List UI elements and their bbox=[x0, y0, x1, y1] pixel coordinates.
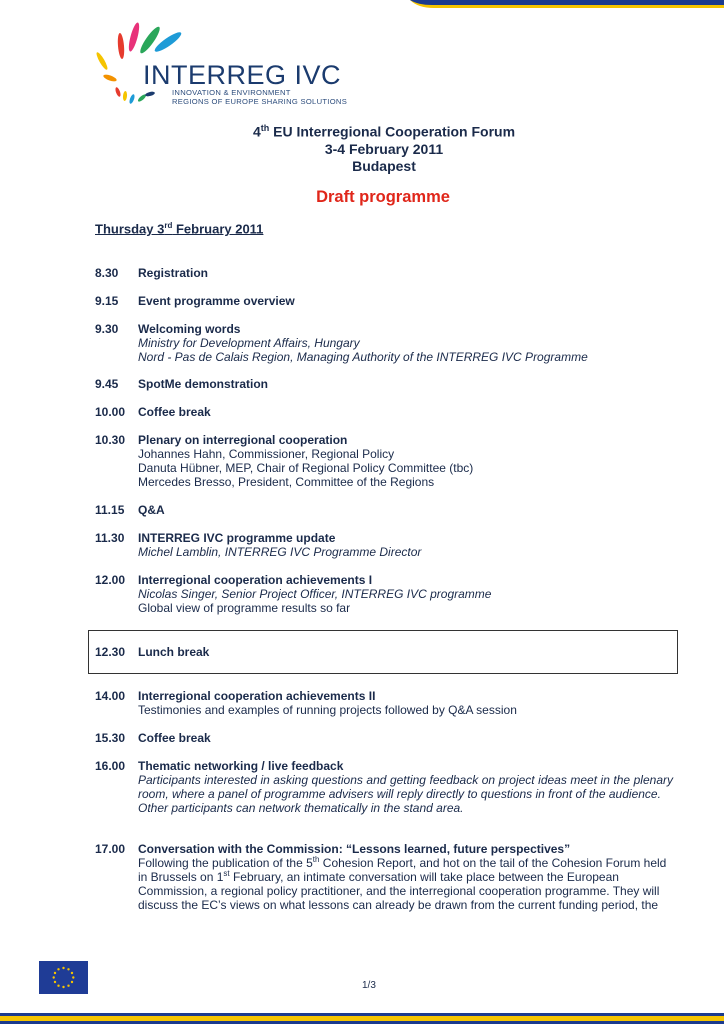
item-time: 17.00 bbox=[95, 842, 126, 856]
item-title: Lunch break bbox=[138, 645, 210, 659]
item-time: 8.30 bbox=[95, 266, 119, 280]
item-title: Conversation with the Commission: “Lessons learned, future perspectives” bbox=[138, 842, 571, 856]
item-description: Global view of programme results so far bbox=[138, 601, 351, 615]
item-title: Registration bbox=[138, 266, 209, 280]
desc-sup: th bbox=[312, 855, 320, 864]
event-dates: 3-4 February 2011 bbox=[324, 140, 444, 157]
item-time: 9.45 bbox=[95, 377, 119, 391]
desc-part: Cohesion Report, and hot on the tail of the Cohesion Forum held in Brussels on 1 bbox=[138, 856, 667, 884]
day-sup: rd bbox=[164, 221, 173, 230]
item-title: Coffee break bbox=[138, 731, 211, 745]
forum-title-text: EU Interregional Cooperation Forum bbox=[269, 123, 516, 140]
logo-tagline-1: INNOVATION & ENVIRONMENT bbox=[172, 88, 291, 97]
item-time: 9.15 bbox=[95, 294, 119, 308]
desc-part: February, an intimate conversation will take place between the European Commission, a regional policy practitioner, and the interregional cooperation programme. They will discuss the EC’s views on what lessons can already be drawn from the current funding period, the bbox=[138, 870, 660, 912]
item-description: Other participants can network thematically in the stand area. bbox=[138, 801, 464, 815]
item-time: 10.00 bbox=[95, 405, 126, 419]
event-city: Budapest bbox=[352, 157, 416, 174]
day-suffix: February 2011 bbox=[172, 221, 264, 237]
eu-flag-icon bbox=[39, 961, 88, 994]
bottom-decorative-band bbox=[0, 1010, 724, 1024]
item-speaker: Nord - Pas de Calais Region, Managing Authority of the INTERREG IVC Programme bbox=[138, 350, 588, 364]
item-speaker: Johannes Hahn, Commissioner, Regional Policy bbox=[138, 447, 395, 461]
item-time: 11.30 bbox=[95, 531, 125, 545]
item-description bbox=[138, 856, 673, 912]
item-title: Welcoming words bbox=[138, 322, 241, 336]
desc-part: Following the publication of the 5 bbox=[138, 856, 313, 870]
item-speaker: Danuta Hübner, MEP, Chair of Regional Policy Committee (tbc) bbox=[138, 461, 474, 475]
item-time: 12.30 bbox=[95, 645, 126, 659]
item-time: 10.30 bbox=[95, 433, 126, 447]
item-speaker: Ministry for Development Affairs, Hungary bbox=[138, 336, 360, 350]
item-speaker: Mercedes Bresso, President, Committee of the Regions bbox=[138, 475, 435, 489]
item-time: 16.00 bbox=[95, 759, 126, 773]
item-title: Thematic networking / live feedback bbox=[138, 759, 344, 773]
forum-title bbox=[0, 120, 724, 141]
day-prefix: Thursday 3 bbox=[95, 221, 165, 237]
item-time: 15.30 bbox=[95, 731, 126, 745]
item-title: SpotMe demonstration bbox=[138, 377, 269, 391]
logo-tagline-2: REGIONS OF EUROPE SHARING SOLUTIONS bbox=[172, 97, 348, 106]
item-speaker: Michel Lamblin, INTERREG IVC Programme Director bbox=[138, 545, 422, 559]
item-time: 9.30 bbox=[95, 322, 119, 336]
item-time: 14.00 bbox=[95, 689, 126, 703]
forum-ordinal: 4 bbox=[252, 123, 261, 140]
item-title: Interregional cooperation achievements I bbox=[138, 573, 373, 587]
event-header bbox=[0, 120, 724, 175]
item-title: Interregional cooperation achievements II bbox=[138, 689, 376, 703]
item-title: Plenary on interregional cooperation bbox=[138, 433, 348, 447]
item-title: Coffee break bbox=[138, 405, 211, 419]
day-heading bbox=[95, 221, 263, 236]
draft-programme-title: Draft programme bbox=[316, 188, 450, 206]
top-decorative-band bbox=[410, 0, 724, 10]
item-title: Event programme overview bbox=[138, 294, 295, 308]
item-description: Testimonies and examples of running projects followed by Q&A session bbox=[138, 703, 517, 717]
item-time: 11.15 bbox=[95, 503, 125, 517]
forum-ordinal-sup: th bbox=[260, 123, 270, 133]
item-title: Q&A bbox=[138, 503, 165, 517]
desc-sup: st bbox=[223, 869, 230, 878]
item-title: INTERREG IVC programme update bbox=[138, 531, 336, 545]
item-time: 12.00 bbox=[95, 573, 126, 587]
item-description: Participants interested in asking questions and getting feedback on project ideas meet in the plenary room, where a panel of programme advisers will reply directly to questions in front of the audience. bbox=[138, 773, 673, 801]
item-speaker: Nicolas Singer, Senior Project Officer, INTERREG IVC programme bbox=[138, 587, 492, 601]
page-number: 1/3 bbox=[362, 980, 376, 991]
logo-title: INTERREG IVC bbox=[143, 60, 342, 90]
